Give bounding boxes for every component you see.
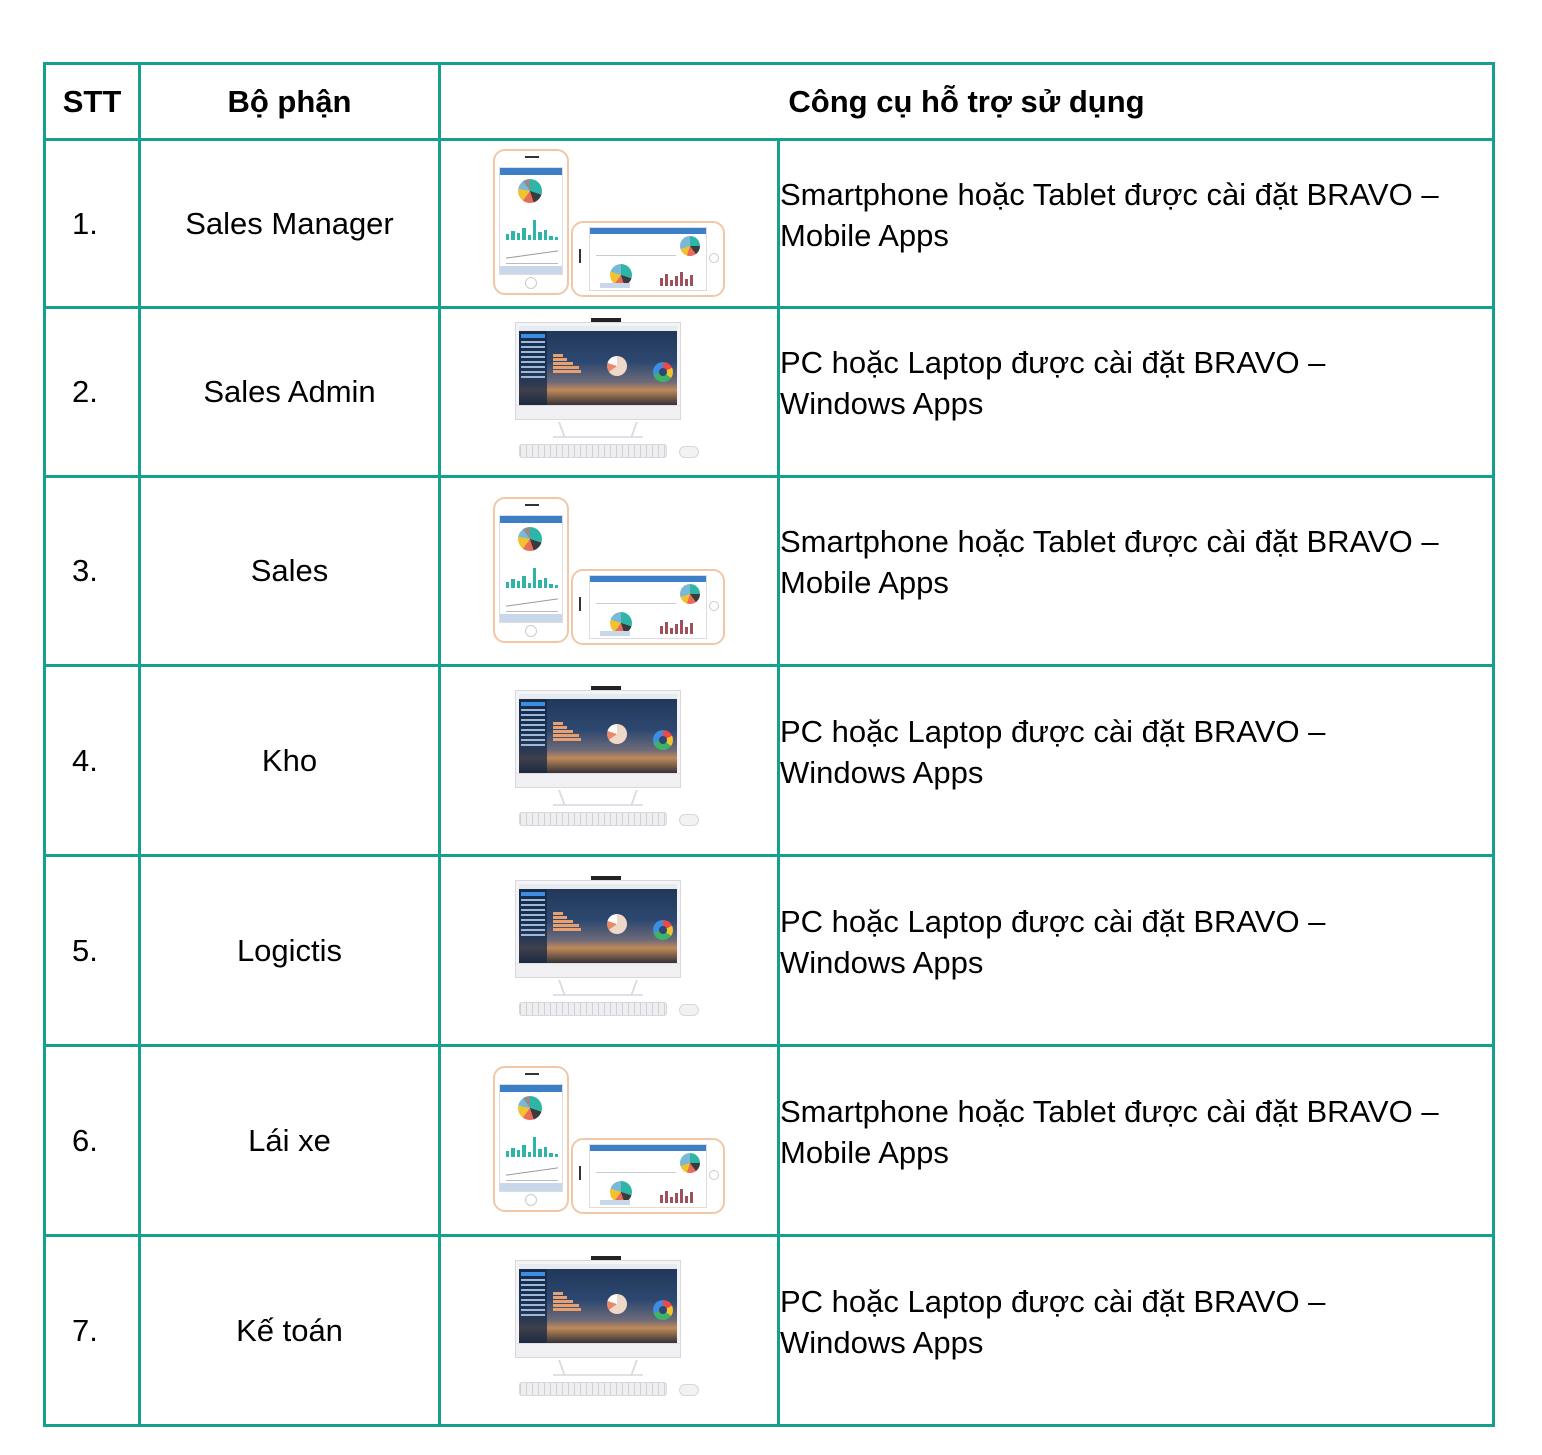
- tool-line-1: PC hoặc Laptop được cài đặt BRAVO –: [780, 903, 1326, 939]
- header-stt: STT: [45, 64, 140, 140]
- tool-line-1: Smartphone hoặc Tablet được cài đặt BRAVO –: [780, 176, 1439, 212]
- mouse-icon: [679, 814, 699, 826]
- monitor-icon: [515, 322, 681, 420]
- monitor-icon: [515, 1260, 681, 1358]
- tool-description: [779, 666, 1494, 856]
- device-image-cell: [440, 1236, 779, 1426]
- department-name: Lái xe: [140, 1046, 440, 1236]
- device-image-cell: [440, 856, 779, 1046]
- row-number: 2.: [45, 308, 140, 477]
- monitor-icon: [515, 880, 681, 978]
- tool-description: [779, 1046, 1494, 1236]
- table-row: [45, 666, 1494, 856]
- row-number: 7.: [45, 1236, 140, 1426]
- department-name: Sales Admin: [140, 308, 440, 477]
- tool-description: [779, 140, 1494, 308]
- tool-line-1: PC hoặc Laptop được cài đặt BRAVO –: [780, 713, 1326, 749]
- desktop-pc-illustration: [513, 1256, 705, 1406]
- table-row: [45, 308, 1494, 477]
- table-header-row: [45, 64, 1494, 140]
- department-name: Kho: [140, 666, 440, 856]
- tool-description: [779, 1236, 1494, 1426]
- tool-line-1: Smartphone hoặc Tablet được cài đặt BRAVO –: [780, 1093, 1439, 1129]
- table-row: [45, 140, 1494, 308]
- smartphone-portrait-icon: [493, 497, 569, 643]
- tool-line-1: Smartphone hoặc Tablet được cài đặt BRAVO –: [780, 524, 1439, 559]
- keyboard-icon: [519, 1002, 667, 1016]
- mobile-devices-illustration: [493, 497, 729, 647]
- device-image-cell: [440, 308, 779, 477]
- desktop-pc-illustration: [513, 876, 705, 1026]
- row-number: 5.: [45, 856, 140, 1046]
- tool-line-2: Windows Apps: [780, 1324, 984, 1360]
- smartphone-landscape-icon: [571, 221, 725, 297]
- row-number: 4.: [45, 666, 140, 856]
- mouse-icon: [679, 446, 699, 458]
- department-tools-table: [43, 62, 1495, 1427]
- keyboard-icon: [519, 812, 667, 826]
- tool-line-1: PC hoặc Laptop được cài đặt BRAVO –: [780, 345, 1326, 380]
- smartphone-portrait-icon: [493, 149, 569, 295]
- row-number: 3.: [45, 477, 140, 666]
- table-row: [45, 477, 1494, 666]
- department-name: Sales Manager: [140, 140, 440, 308]
- row-number: 6.: [45, 1046, 140, 1236]
- tool-line-2: Mobile Apps: [780, 217, 949, 253]
- tool-line-2: Windows Apps: [780, 944, 984, 980]
- table-row: [45, 1236, 1494, 1426]
- device-image-cell: [440, 140, 779, 308]
- keyboard-icon: [519, 444, 667, 458]
- row-number: 1.: [45, 140, 140, 308]
- tool-line-1: PC hoặc Laptop được cài đặt BRAVO –: [780, 1283, 1326, 1319]
- tool-line-2: Mobile Apps: [780, 1134, 949, 1170]
- device-image-cell: [440, 666, 779, 856]
- tool-description: [779, 477, 1494, 666]
- smartphone-landscape-icon: [571, 1138, 725, 1214]
- mobile-devices-illustration: [493, 1066, 729, 1216]
- mouse-icon: [679, 1004, 699, 1016]
- desktop-pc-illustration: [513, 318, 705, 468]
- device-image-cell: [440, 477, 779, 666]
- smartphone-portrait-icon: [493, 1066, 569, 1212]
- header-tools: Công cụ hỗ trợ sử dụng: [440, 64, 1494, 140]
- mouse-icon: [679, 1384, 699, 1396]
- keyboard-icon: [519, 1382, 667, 1396]
- table-row: [45, 1046, 1494, 1236]
- header-department: Bộ phận: [140, 64, 440, 140]
- smartphone-landscape-icon: [571, 569, 725, 645]
- department-name: Kế toán: [140, 1236, 440, 1426]
- department-name: Sales: [140, 477, 440, 666]
- table-row: [45, 856, 1494, 1046]
- mobile-devices-illustration: [493, 149, 729, 299]
- monitor-icon: [515, 690, 681, 788]
- desktop-pc-illustration: [513, 686, 705, 836]
- tool-line-2: Windows Apps: [780, 386, 984, 421]
- tool-line-2: Mobile Apps: [780, 565, 949, 600]
- tool-line-2: Windows Apps: [780, 754, 984, 790]
- department-name: Logictis: [140, 856, 440, 1046]
- device-image-cell: [440, 1046, 779, 1236]
- tool-description: [779, 856, 1494, 1046]
- tool-description: [779, 308, 1494, 477]
